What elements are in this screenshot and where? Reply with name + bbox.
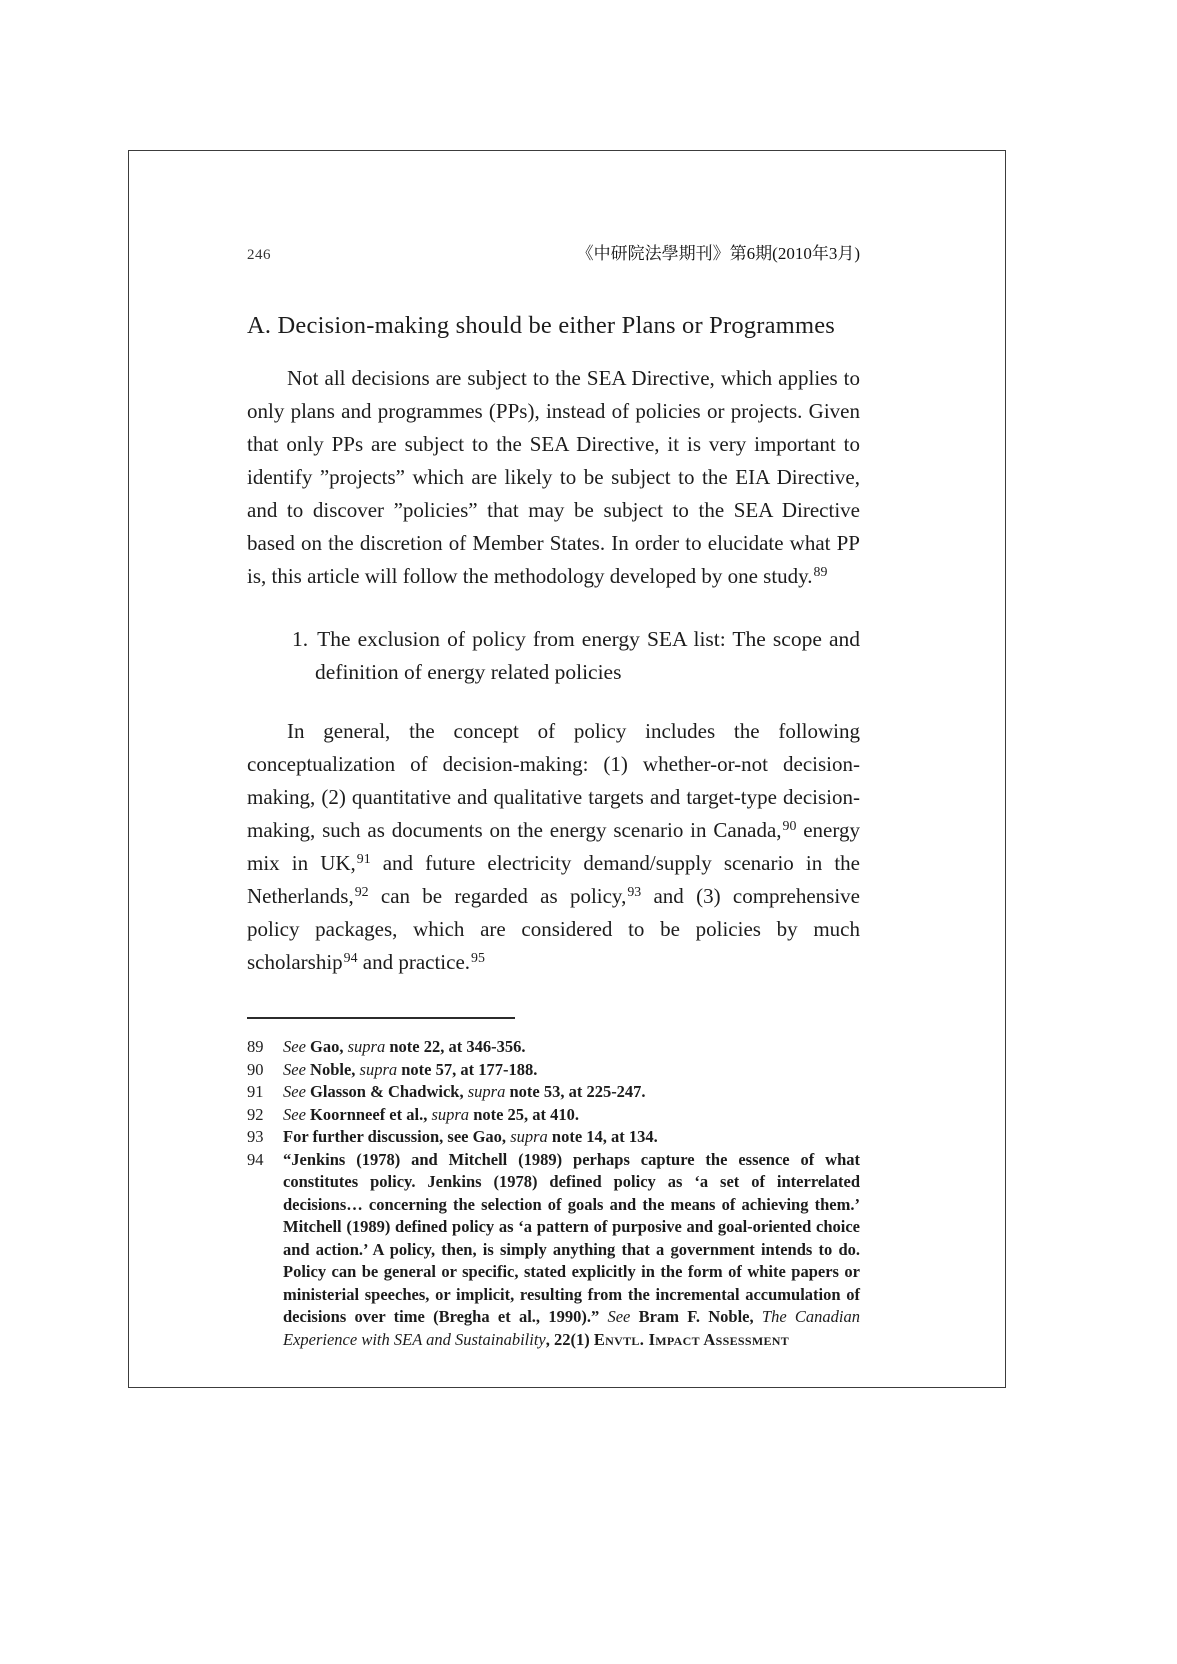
text-segment: Koornneef et al., [310,1104,432,1124]
journal-title: 《中研院法學期刊》第6期(2010年3月) [576,244,860,263]
text-segment: can be regarded as policy, [368,884,627,908]
text-segment: note 53, at 225-247. [505,1082,646,1101]
page-frame [128,150,1006,1388]
footnote-text [283,1127,658,1146]
text-segment: For further discussion, see Gao, [283,1127,511,1146]
text-segment: supra [510,1127,548,1146]
subsection-heading [247,623,860,689]
footnote-93 [247,1126,860,1149]
footnote-89 [247,1036,860,1059]
footnote-ref: 92 [354,883,369,899]
footnote-ref: 95 [471,949,485,965]
text-segment: and practice. [357,950,471,974]
text-segment: Glasson & Chadwick, [310,1082,468,1101]
footnote-text [283,1060,537,1079]
text-segment: and (3) comprehensive policy packages, which are considered to be policies by much scholarship [247,884,860,974]
text-segment: note 22, at 346-356. [385,1037,526,1056]
footnote-94 [247,1149,860,1352]
text-segment: “Jenkins (1978) and Mitchell (1989) perhaps capture the essence of what constitutes policy. Jenkins (1978) defined policy as ‘a set of interrelated decisions… concerning the selection of goals and the means of achieving them.’ Mitchell (1989) defined policy as ‘a pattern of purposive and goal-oriented choice and action.’ A policy, then, is simply anything that a government intends to do. Policy can be general or specific, stated explicitly in the form of white papers or ministerial speeches, or implicit, resulting from the incremental accumulation of decisions over time (Bregha et al., 1990).” [283,1149,860,1326]
paragraph-2 [247,715,860,979]
text-segment: See [283,1082,311,1101]
text-segment: note 25, at 410. [469,1104,580,1124]
subsection-number: 1. [292,627,309,651]
text-segment: supra [431,1104,470,1124]
footnote-90 [247,1059,860,1082]
text-segment: See [283,1059,311,1079]
footnote-text [283,1082,646,1101]
footnote-ref: 89 [813,563,828,579]
text-segment: note 14, at 134. [547,1127,658,1146]
footnote-text [283,1037,525,1056]
page-header [247,239,860,264]
footnote-91 [247,1081,860,1104]
text-segment: See [283,1104,311,1124]
footnote-number: 91 [247,1082,264,1101]
footnote-ref: 91 [356,850,371,866]
page-content [247,239,860,1351]
text-segment: Envtl. Impact Assessment [593,1329,790,1349]
text-segment: energy mix in UK, [247,818,860,875]
paragraph-1 [247,362,860,593]
text-segment: , 22(1) [545,1329,594,1349]
footnote-number: 94 [247,1149,264,1169]
text-segment: Bram F. Noble, [630,1307,762,1326]
footnote-number: 90 [247,1059,264,1079]
footnote-number: 89 [247,1037,264,1056]
footnote-ref: 93 [627,883,642,899]
footnote-text [283,1150,860,1349]
text-segment: supra [467,1082,506,1101]
section-heading: A. Decision-making should be either Plans or Programmes [247,312,836,339]
text-segment: supra [347,1037,386,1056]
text-segment: supra [359,1059,398,1079]
footnotes-section [247,1036,860,1351]
footnote-ref: 90 [782,817,797,833]
footnote-92 [247,1104,860,1127]
page-number: 246 [247,247,271,263]
text-segment: In general, the concept of policy includes the following conceptualization of decision-making: (1) whether-or-not decision-making, (2) quantitative and qualitative targets and target-type decision-making, such as documents on the energy scenario in Canada, [247,719,860,842]
footnote-separator [247,1017,515,1019]
footnote-number: 93 [247,1127,264,1146]
footnote-ref: 94 [343,949,358,965]
text-segment: See [607,1307,631,1326]
text-segment: The Canadian Experience with SEA and Sustainability [283,1307,861,1349]
text-segment: note 57, at 177-188. [397,1059,538,1079]
text-segment: Gao, [310,1037,348,1056]
text-segment: Noble, [310,1059,360,1079]
footnote-number: 92 [247,1104,264,1124]
subsection-title: The exclusion of policy from energy SEA list: The scope and definition of energy related policies [315,627,860,684]
text-segment: See [283,1037,311,1056]
footnote-text [283,1105,579,1124]
text-segment: and future electricity demand/supply scenario in the Netherlands, [247,851,860,908]
text-segment: Not all decisions are subject to the SEA Directive, which applies to only plans and programmes (PPs), instead of policies or projects. Given that only PPs are subject to the SEA Directive, it is very important to identify ”projects” which are likely to be subject to the EIA Directive, and to discover ”policies” that may be subject to the SEA Directive based on the discretion of Member States. In order to elucidate what PP is, this article will follow the methodology developed by one study. [247,366,860,588]
